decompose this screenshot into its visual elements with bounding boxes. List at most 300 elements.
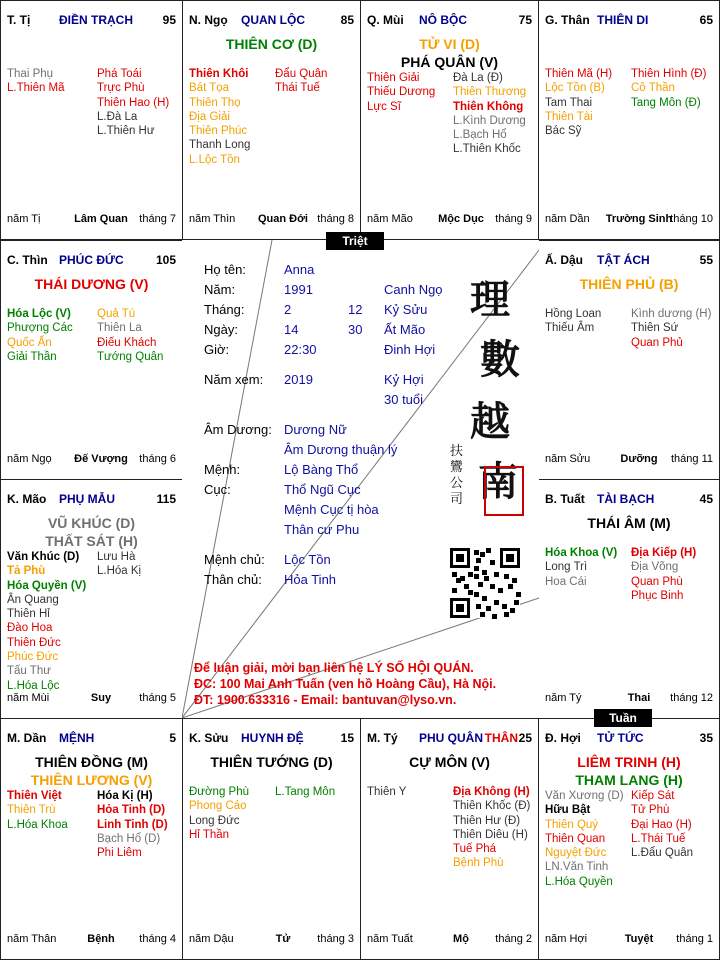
qr-module: [494, 600, 499, 605]
palace-code: G. Thân: [545, 13, 590, 27]
label-ho-ten: Họ tên:: [204, 262, 246, 277]
star-column-right: [97, 307, 163, 364]
minor-star: Tấu Thư: [7, 665, 51, 678]
star-column-left: [545, 307, 601, 336]
value-tuoi: 30 tuổi: [384, 392, 424, 407]
palace-code: T. Tị: [7, 13, 31, 27]
minor-star: Địa Không (H): [453, 786, 530, 798]
palace-header: [7, 13, 176, 29]
palace-footer: [7, 213, 176, 227]
palace-year: năm Tý: [545, 692, 582, 704]
qr-module: [490, 584, 495, 589]
palace-footer: [545, 213, 713, 227]
star-column-left: [367, 785, 406, 799]
minor-star: L.Hóa Kị: [97, 565, 142, 578]
label-menh: Mệnh:: [204, 462, 241, 477]
minor-star: Ân Quang: [7, 593, 59, 606]
qr-module: [456, 554, 464, 562]
palace-month: tháng 3: [317, 933, 354, 945]
value-am-duong-2: Âm Dương thuận lý: [284, 442, 398, 457]
palace-stage: Đế Vượng: [74, 453, 128, 465]
minor-star: Thiên Quý: [545, 818, 599, 831]
palace-ty: [360, 718, 539, 960]
palace-number: 105: [155, 253, 176, 267]
minor-star: Kiếp Sát: [631, 790, 675, 802]
qr-module: [492, 614, 497, 619]
minor-star: Thái Tuế: [275, 82, 320, 95]
minor-star: Hỉ Thần: [189, 828, 230, 841]
minor-star: Thanh Long: [189, 139, 251, 152]
minor-star: Phượng Các: [7, 322, 73, 335]
qr-module: [504, 574, 509, 579]
main-star: CỰ MÔN (V): [409, 754, 490, 770]
minor-star: Đào Hoa: [7, 622, 53, 635]
main-star: THẤT SÁT (H): [45, 533, 138, 549]
palace-than: [538, 0, 720, 240]
star-column-left: [7, 789, 68, 832]
palace-header: [189, 13, 354, 29]
star-column-right: [275, 67, 327, 96]
qr-module: [474, 592, 479, 597]
minor-star: Đường Phù: [189, 786, 249, 798]
qr-module: [514, 600, 519, 605]
minor-star: L.Bạch Hổ: [453, 129, 507, 142]
minor-star: Thiên Khôi: [189, 68, 249, 80]
minor-star: Thiên Việt: [7, 790, 62, 802]
palace-stage: Tử: [275, 933, 291, 945]
palace-year: năm Mùi: [7, 692, 50, 704]
minor-star: Thiên Hình (Đ): [631, 68, 707, 80]
value-cuc: Thổ Ngũ Cục: [284, 482, 361, 497]
minor-star: Thiên Mã (H): [545, 68, 613, 80]
minor-star: Cô Thần: [631, 82, 675, 95]
palace-dan: [0, 718, 183, 960]
minor-star: Thiên Quan: [545, 832, 606, 845]
main-star: THAM LANG (H): [575, 772, 683, 788]
value-than-chu: Hỏa Tinh: [284, 572, 337, 587]
minor-star: L.Hóa Khoa: [7, 818, 68, 831]
qr-module: [504, 612, 509, 617]
palace-ngo: [182, 0, 361, 240]
palace-month: tháng 5: [139, 692, 176, 704]
qr-module: [502, 604, 507, 609]
minor-star: Thiên Đức: [7, 636, 61, 649]
palace-name: ĐIỀN TRẠCH: [59, 13, 133, 27]
minor-star: Hoa Cái: [545, 575, 587, 588]
palace-month: tháng 2: [495, 933, 532, 945]
star-column-right: [631, 67, 706, 110]
palace-header: [545, 253, 713, 269]
palace-footer: [189, 213, 354, 227]
minor-star: Bát Tọa: [189, 82, 230, 95]
palace-code: K. Sửu: [189, 731, 229, 745]
palace-code: K. Mão: [7, 492, 47, 506]
value-cuc-2: Mệnh Cục tị hòa: [284, 502, 379, 517]
value-thang: 2: [284, 302, 292, 317]
minor-star: Hỏa Tinh (D): [97, 804, 166, 817]
palace-stage: Lâm Quan: [74, 213, 128, 225]
value-thang-can: Kỷ Sửu: [384, 302, 428, 317]
palace-name: NÔ BỘC: [419, 13, 467, 27]
palace-code: Q. Mùi: [367, 13, 404, 27]
minor-star: Linh Tinh (D): [97, 818, 168, 831]
minor-star: Thiên Hao (H): [97, 96, 170, 109]
minor-star: Thiên Y: [367, 786, 407, 798]
main-star: THIÊN TƯỚNG (D): [210, 754, 333, 770]
minor-star: Địa Võng: [631, 561, 679, 574]
palace-stage: Bệnh: [87, 933, 115, 945]
palace-month: tháng 7: [139, 213, 176, 225]
qr-module: [506, 554, 514, 562]
palace-year: năm Tị: [7, 213, 41, 225]
qr-module: [510, 608, 515, 613]
minor-star: Tang Môn (Đ): [631, 96, 701, 109]
palace-footer: [7, 453, 176, 467]
minor-star: L.Thiên Khốc: [453, 143, 521, 156]
palace-header: [545, 13, 713, 29]
minor-star: Đại Hao (H): [631, 818, 692, 831]
palace-year: năm Dậu: [189, 933, 234, 945]
label-ngay: Ngày:: [204, 322, 238, 337]
minor-star: L.Hóa Quyền: [545, 875, 613, 888]
label-nam: Năm:: [204, 282, 236, 297]
palace-year: năm Thân: [7, 933, 57, 945]
palace-stage: Suy: [90, 692, 112, 704]
minor-star: Quan Phù: [631, 575, 683, 588]
palace-thin: [0, 240, 183, 480]
minor-star: Thiên Hỉ: [7, 608, 50, 621]
palace-number: 5: [169, 731, 176, 745]
palace-number: 15: [340, 731, 354, 745]
palace-name: QUAN LỘC: [241, 13, 305, 27]
minor-star: Giải Thần: [7, 350, 57, 363]
qr-module: [476, 604, 481, 609]
minor-star: Bác Sỹ: [545, 125, 582, 138]
palace-year: năm Tuất: [367, 933, 413, 945]
palace-month: tháng 10: [670, 213, 713, 225]
palace-stage: Thai: [627, 692, 651, 704]
minor-star: Văn Xương (D): [545, 790, 624, 802]
calligraphy-char-3: 越: [470, 398, 510, 445]
palace-stage: Trường Sinh: [605, 213, 673, 225]
qr-module: [474, 550, 479, 555]
qr-module: [516, 592, 521, 597]
minor-star: Phá Toái: [97, 68, 142, 80]
palace-number: 95: [162, 13, 176, 27]
palace-month: tháng 1: [676, 933, 713, 945]
minor-star: L.Tang Môn: [275, 786, 336, 798]
label-cuc: Cục:: [204, 482, 231, 497]
minor-star: Tam Thai: [545, 96, 593, 109]
star-column-right: [97, 789, 168, 860]
qr-module: [480, 552, 485, 557]
calligraphy-char-2: 數: [480, 336, 520, 383]
star-column-right: [631, 307, 711, 350]
palace-month: tháng 9: [495, 213, 532, 225]
palace-year: năm Hợi: [545, 933, 588, 945]
qr-module: [456, 604, 464, 612]
qr-module: [486, 548, 491, 553]
qr-module: [498, 588, 503, 593]
value-cuc-3: Thân cư Phu: [284, 522, 360, 537]
label-nam-xem: Năm xem:: [204, 372, 264, 387]
main-star: LIÊM TRINH (H): [577, 754, 681, 770]
minor-star: Điếu Khách: [97, 336, 157, 349]
minor-star: Hóa Quyền (V): [7, 579, 87, 592]
contact-line-3: ĐT: 1900.633316 - Email: bantuvan@lyso.vn.: [194, 693, 457, 707]
main-star: PHÁ QUÂN (V): [400, 54, 499, 70]
palace-stage: Tuyệt: [624, 933, 654, 945]
minor-star: L.Đà La: [97, 110, 138, 123]
minor-star: Tuế Phá: [453, 843, 497, 856]
qr-code-icon[interactable]: [450, 548, 520, 618]
minor-star: Lực Sĩ: [367, 100, 401, 113]
palace-mao: [0, 479, 183, 719]
main-star: THÁI DƯƠNG (V): [34, 276, 149, 292]
star-column-left: [7, 550, 86, 693]
palace-mui: [360, 0, 539, 240]
calligraphy-char-4: 南: [478, 458, 518, 505]
palace-name: THIÊN DI: [597, 13, 649, 27]
star-column-right: [453, 71, 526, 157]
minor-star: Thiên Không: [453, 100, 524, 113]
minor-star: Thiếu Dương: [367, 86, 436, 99]
minor-star: Thiên Khốc (Đ): [453, 800, 531, 813]
star-column-right: [631, 789, 693, 860]
minor-star: Thiên Thọ: [189, 96, 241, 109]
minor-star: Phong Cáo: [189, 800, 247, 813]
qr-module: [468, 590, 473, 595]
palace-header: [367, 731, 532, 747]
minor-star: Hữu Bật: [545, 804, 591, 817]
palace-name: PHỤ MẪU: [59, 492, 115, 506]
qr-module: [452, 572, 457, 577]
minor-star: Phúc Đức: [7, 651, 59, 664]
palace-header: [545, 492, 713, 508]
value-ngay: 14: [284, 322, 299, 337]
palace-tuat: [538, 479, 720, 719]
palace-footer: [367, 213, 532, 227]
minor-star: Long Trì: [545, 561, 588, 574]
star-column-left: [7, 67, 65, 96]
qr-module: [468, 572, 473, 577]
minor-star: Quốc Ấn: [7, 336, 52, 349]
minor-star: Thiên La: [97, 322, 142, 335]
palace-header: [189, 731, 354, 747]
minor-star: L.Thiên Mã: [7, 82, 65, 95]
contact-line-2: ĐC: 100 Mai Anh Tuấn (ven hồ Hoàng Cầu), Hà Nội.: [194, 677, 497, 691]
minor-star: Lộc Tồn (B): [545, 82, 605, 95]
qr-module: [482, 596, 487, 601]
minor-star: L.Lộc Tồn: [189, 153, 240, 166]
palace-month: tháng 12: [670, 692, 713, 704]
palace-footer: [545, 933, 713, 947]
palace-year: năm Sửu: [545, 453, 591, 465]
minor-star: Bệnh Phù: [453, 857, 504, 870]
palace-ti: [0, 0, 183, 240]
palace-month: tháng 4: [139, 933, 176, 945]
minor-star: Thiên Sứ: [631, 322, 679, 335]
value-gio: 22:30: [284, 342, 317, 357]
main-star: THIÊN ĐỒNG (M): [35, 754, 148, 770]
qr-module: [476, 558, 481, 563]
palace-footer: [189, 933, 354, 947]
minor-star: Thiên Giải: [367, 72, 420, 84]
palace-number: 25: [518, 731, 532, 745]
minor-star: Phục Binh: [631, 589, 684, 602]
palace-footer: [7, 692, 176, 706]
value-ngay-can: Ất Mão: [384, 322, 426, 337]
star-column-right: [275, 785, 335, 799]
minor-star: Thiên Phúc: [189, 125, 248, 138]
palace-name: MỆNH: [59, 731, 95, 745]
value-menh: Lộ Bàng Thổ: [284, 462, 359, 477]
main-star: TỬ VI (D): [419, 36, 480, 52]
minor-star: Tướng Quân: [97, 350, 164, 363]
value-gio-can: Đinh Hợi: [384, 342, 436, 357]
star-column-right: [97, 67, 169, 138]
main-star: VŨ KHÚC (D): [47, 515, 136, 531]
star-column-left: [367, 71, 435, 114]
minor-star: Phi Liêm: [97, 847, 142, 860]
star-column-right: [631, 546, 696, 603]
minor-star: Lưu Hà: [97, 551, 136, 563]
label-menh-chu: Mệnh chủ:: [204, 552, 265, 567]
minor-star: Hồng Loan: [545, 308, 602, 320]
calligraphy-char-1: 理: [470, 276, 510, 323]
star-column-left: [545, 67, 612, 138]
minor-star: Địa Giải: [189, 110, 230, 123]
palace-footer: [545, 692, 713, 706]
palace-number: 65: [699, 13, 713, 27]
palace-suu: [182, 718, 361, 960]
palace-code: C. Thìn: [7, 253, 48, 267]
palace-year: năm Ngọ: [7, 453, 52, 465]
qr-module: [480, 612, 485, 617]
minor-star: Quan Phủ: [631, 336, 683, 349]
calligraphy-small-text: 扶 鸞 公 司: [450, 444, 464, 507]
minor-star: Tử Phù: [631, 804, 670, 817]
palace-month: tháng 11: [670, 453, 713, 465]
minor-star: Thiên Hư (Đ): [453, 814, 521, 827]
label-am-duong: Âm Dương:: [204, 422, 272, 437]
palace-code: Ấ. Dậu: [545, 253, 584, 267]
minor-star: Thiếu Âm: [545, 322, 595, 335]
value-am-duong: Dương Nữ: [284, 422, 347, 437]
minor-star: L.Đẩu Quân: [631, 847, 694, 860]
qr-module: [452, 588, 457, 593]
qr-module: [486, 606, 491, 611]
minor-star: Kình dương (H): [631, 308, 712, 320]
palace-code: M. Tý: [367, 731, 398, 745]
minor-star: Tả Phù: [7, 565, 46, 578]
palace-name: TẬT ÁCH: [597, 253, 650, 267]
palace-dau: [538, 240, 720, 480]
center-info-panel: [182, 240, 539, 718]
value-nam-xem: 2019: [284, 372, 313, 387]
star-column-right: [453, 785, 530, 871]
palace-code: M. Dần: [7, 731, 47, 745]
minor-star: Hóa Lộc (V): [7, 308, 71, 320]
palace-number: 75: [518, 13, 532, 27]
qr-module: [508, 584, 513, 589]
minor-star: Hóa Khoa (V): [545, 547, 618, 559]
value-thang-am: 12: [348, 302, 363, 317]
main-star: THÁI ÂM (M): [587, 515, 671, 531]
palace-name: PHÚC ĐỨC: [59, 253, 124, 267]
palace-header: [367, 13, 532, 29]
value-nam-can: Canh Ngọ: [384, 282, 443, 297]
red-seal-icon: [484, 466, 524, 516]
minor-star: Thiên Diêu (H): [453, 828, 528, 841]
label-than-chu: Thân chủ:: [204, 572, 262, 587]
qr-module: [464, 584, 469, 589]
palace-stage: Mộ: [453, 933, 469, 945]
tuan-badge: Tuần: [594, 709, 652, 727]
palace-number: 45: [699, 492, 713, 506]
palace-code: Đ. Hợi: [545, 731, 581, 745]
minor-star: Long Đức: [189, 814, 240, 827]
qr-module: [494, 572, 499, 577]
palace-number: 55: [699, 253, 713, 267]
qr-module: [512, 578, 517, 583]
palace-header: [7, 492, 176, 508]
minor-star: Đà La (Đ): [453, 72, 503, 84]
palace-footer: [545, 453, 713, 467]
main-star: THIÊN CƠ (D): [225, 36, 318, 52]
value-nam-xem-can: Kỷ Hợi: [384, 372, 424, 387]
label-gio: Giờ:: [204, 342, 230, 357]
palace-number: 115: [156, 492, 176, 506]
palace-year: năm Mão: [367, 213, 413, 225]
qr-module: [484, 576, 489, 581]
palace-month: tháng 8: [317, 213, 354, 225]
minor-star: Bạch Hổ (D): [97, 832, 161, 845]
qr-module: [478, 582, 483, 587]
palace-footer: [7, 933, 176, 947]
label-thang: Tháng:: [204, 302, 245, 317]
palace-stage: Mộc Dục: [438, 213, 484, 225]
contact-info: [194, 660, 496, 708]
palace-year: năm Dần: [545, 213, 590, 225]
palace-code: N. Ngọ: [189, 13, 228, 27]
star-column-left: [545, 789, 624, 889]
minor-star: Đẩu Quân: [275, 68, 328, 80]
star-column-left: [545, 546, 617, 589]
contact-line-1: Để luận giải, mời bạn liên hệ LÝ SỐ HỘI QUÁN.: [194, 661, 474, 675]
qr-module: [474, 566, 479, 571]
minor-star: Địa Kiếp (H): [631, 547, 697, 559]
palace-footer: [367, 933, 532, 947]
minor-star: Văn Khúc (D): [7, 551, 80, 563]
palace-year: năm Thìn: [189, 213, 236, 225]
minor-star: LN.Văn Tinh: [545, 861, 609, 874]
qr-module: [490, 560, 495, 565]
palace-name: PHU QUÂN: [419, 731, 484, 745]
minor-star: L.Thiên Hư: [97, 125, 155, 138]
qr-module: [474, 574, 479, 579]
value-menh-chu: Lộc Tồn: [284, 552, 331, 567]
value-ngay-am: 30: [348, 322, 363, 337]
star-column-left: [7, 307, 73, 364]
value-ho-ten: Anna: [284, 262, 315, 277]
palace-header: [7, 253, 176, 269]
minor-star: Quả Tú: [97, 308, 136, 320]
qr-module: [456, 578, 461, 583]
palace-name: TÀI BẠCH: [597, 492, 655, 506]
minor-star: L.Thái Tuế: [631, 832, 686, 845]
minor-star: Nguyệt Đức: [545, 847, 607, 860]
